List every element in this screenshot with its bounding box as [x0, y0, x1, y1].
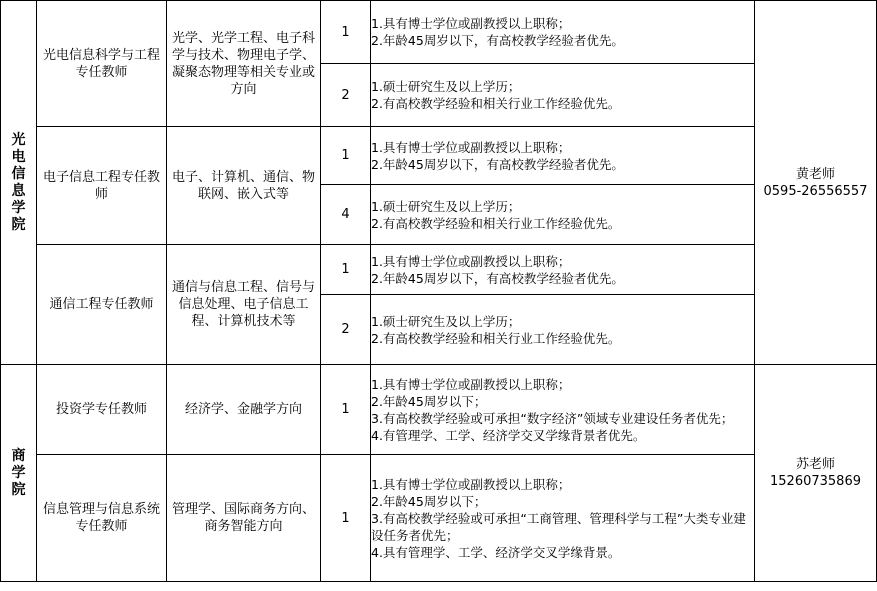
position-title: 投资学专任教师: [37, 365, 167, 455]
major-requirement: 光学、光学工程、电子科学与技术、物理电子学、凝聚态物理等相关专业或方向: [167, 1, 321, 127]
requirement-line: 1.具有博士学位或副教授以上职称；: [371, 253, 571, 269]
table-row: [1, 245, 877, 295]
requirement-line: 2.年龄45周岁以下；: [371, 493, 487, 509]
major-requirement: 经济学、金融学方向: [167, 365, 321, 455]
requirement-line: 1.具有博士学位或副教授以上职称；: [371, 476, 571, 492]
position-title: 光电信息科学与工程专任教师: [37, 1, 167, 127]
hiring-count: 1: [321, 127, 371, 185]
hiring-count: 2: [321, 64, 371, 127]
position-title: 通信工程专任教师: [37, 245, 167, 365]
hiring-count: 1: [321, 455, 371, 582]
table-row: [1, 455, 877, 582]
position-title: 电子信息工程专任教师: [37, 127, 167, 245]
requirement-line: 2.有高校教学经验和相关行业工作经验优先。: [371, 96, 621, 111]
requirements-cell: [371, 295, 755, 365]
requirements-cell: [371, 365, 755, 455]
table-row: [1, 365, 877, 455]
requirement-line: 4.具有管理学、工学、经济学交叉学缘背景。: [371, 544, 621, 560]
contact-phone: 0595-26556557: [763, 183, 868, 199]
requirement-line: 1.硕士研究生及以上学历；: [371, 79, 521, 94]
contact-name: 黄老师: [795, 166, 835, 182]
major-requirement: 电子、计算机、通信、物联网、嵌入式等: [167, 127, 321, 245]
requirement-line: 2.年龄45周岁以下；: [371, 393, 487, 409]
hiring-count: 1: [321, 365, 371, 455]
requirements-cell: [371, 127, 755, 185]
position-title: 信息管理与信息系统专任教师: [37, 455, 167, 582]
requirement-line: 1.具有博士学位或副教授以上职称；: [371, 376, 571, 392]
requirement-line: 2.年龄45周岁以下，有高校教学经验者优先。: [371, 33, 624, 48]
contact-name: 苏老师: [795, 457, 835, 472]
hiring-count: 2: [321, 295, 371, 365]
requirement-line: 4.有管理学、工学、经济学交叉学缘背景者优先。: [371, 427, 646, 443]
department-cell: [1, 365, 37, 582]
hiring-count: 4: [321, 185, 371, 245]
requirement-line: 1.硕士研究生及以上学历；: [371, 313, 521, 329]
major-requirement: 管理学、国际商务方向、商务智能方向: [167, 455, 321, 582]
requirement-line: 2.年龄45周岁以下，有高校教学经验者优先。: [371, 270, 624, 286]
requirement-line: 2.年龄45周岁以下，有高校教学经验者优先。: [371, 156, 624, 172]
requirement-line: 3.有高校教学经验或可承担“工商管理、管理科学与工程”大类专业建设任务者优先；: [371, 510, 746, 543]
requirement-line: 1.具有博士学位或副教授以上职称；: [371, 16, 571, 31]
department-cell: [1, 1, 37, 365]
contact-cell: [755, 365, 877, 582]
requirements-cell: [371, 245, 755, 295]
requirements-cell: [371, 64, 755, 127]
department-name: 光电信息学院: [11, 131, 26, 233]
hiring-count: 1: [321, 245, 371, 295]
requirement-line: 1.硕士研究生及以上学历；: [371, 198, 521, 214]
table-row: [1, 1, 877, 64]
requirement-line: 1.具有博士学位或副教授以上职称；: [371, 139, 571, 155]
requirements-cell: [371, 185, 755, 245]
major-requirement: 通信与信息工程、信号与信息处理、电子信息工程、计算机技术等: [167, 245, 321, 365]
requirement-line: 2.有高校教学经验和相关行业工作经验优先。: [371, 215, 621, 231]
department-name: 商学院: [11, 447, 26, 498]
contact-phone: 15260735869: [770, 474, 861, 489]
table-row: [1, 127, 877, 185]
requirements-cell: [371, 1, 755, 64]
requirements-cell: [371, 455, 755, 582]
hiring-count: 1: [321, 1, 371, 64]
requirement-line: 3.有高校教学经验或可承担“数字经济”领域专业建设任务者优先；: [371, 410, 734, 426]
contact-cell: [755, 1, 877, 365]
requirement-line: 2.有高校教学经验和相关行业工作经验优先。: [371, 330, 621, 346]
